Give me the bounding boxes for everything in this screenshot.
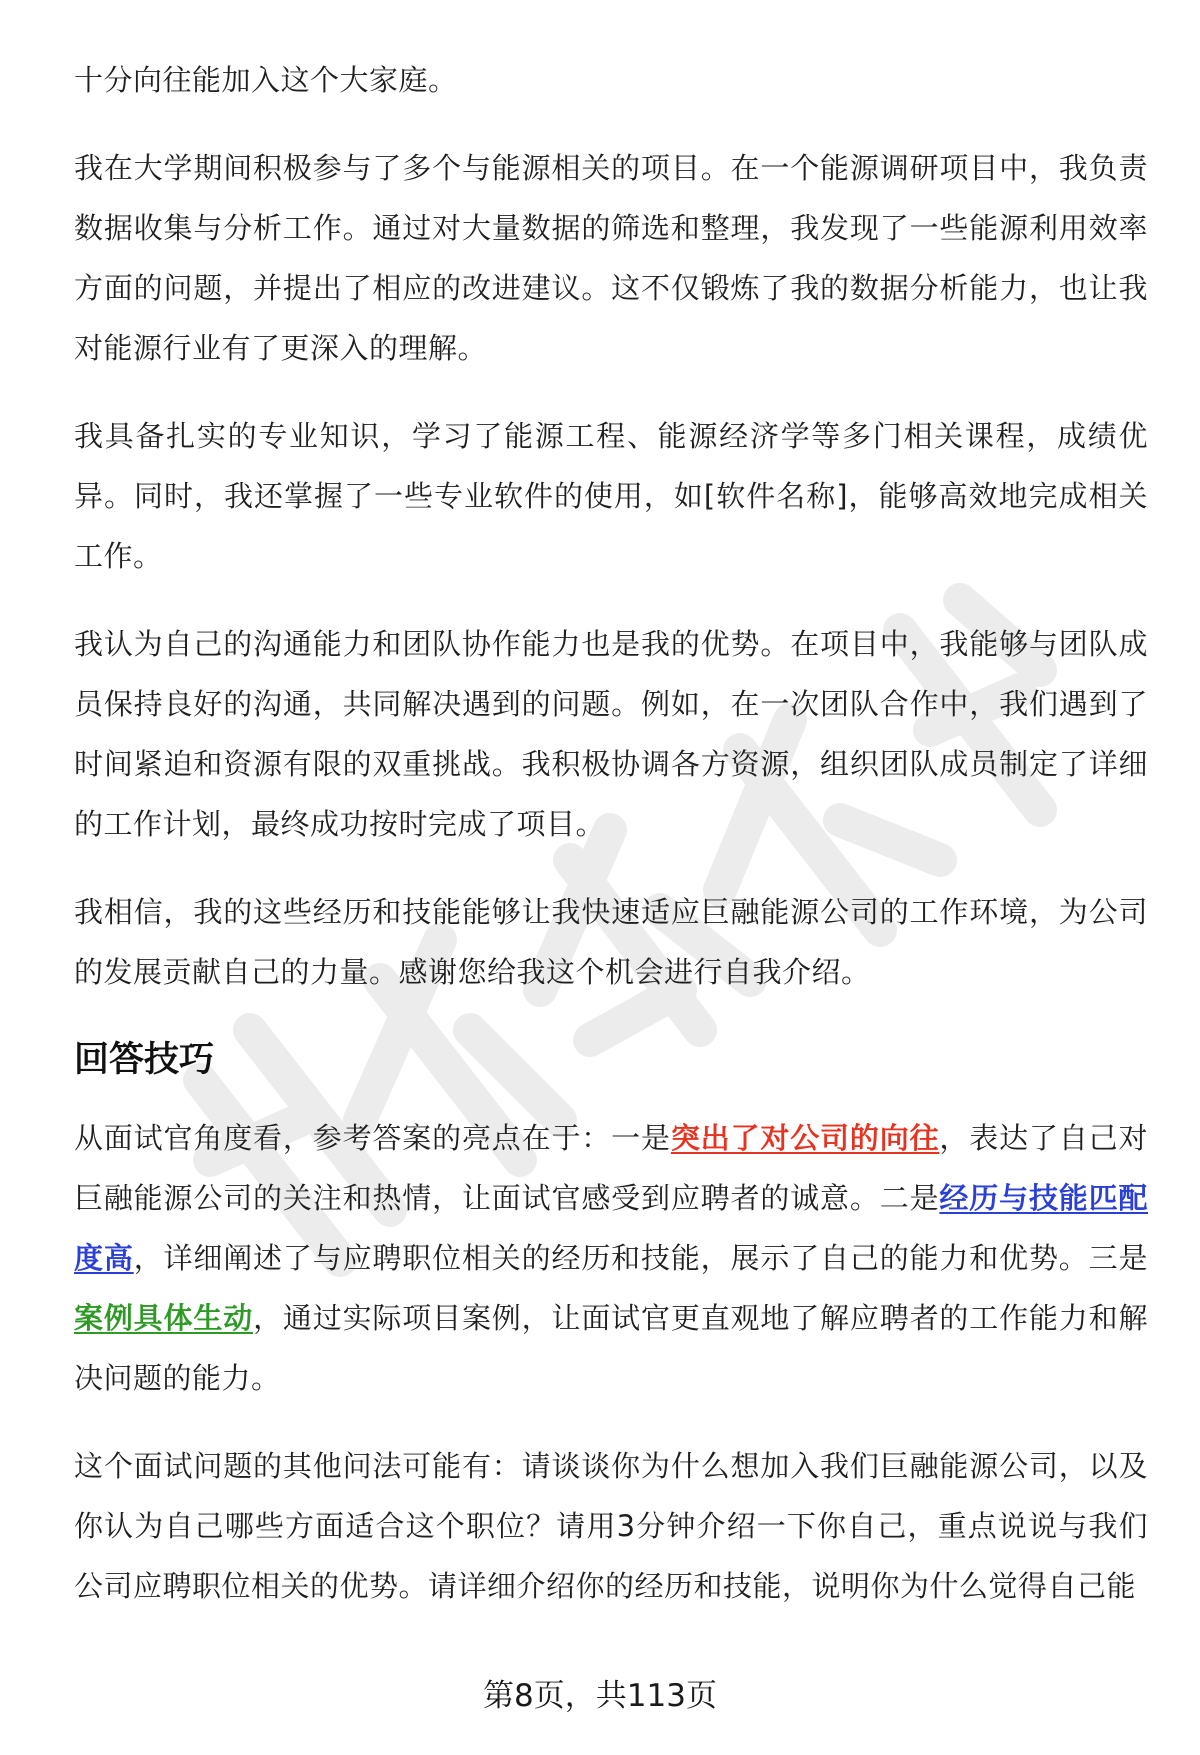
highlight-vivid-cases: 案例具体生动 (74, 1301, 254, 1335)
paragraph-project-experience: 我在大学期间积极参与了多个与能源相关的项目。在一个能源调研项目中，我负责数据收集与分析工作。通过对大量数据的筛选和整理，我发现了一些能源利用效率方面的问题，并提出了相应的改进建议。这不仅锻炼了我的数据分析能力，也让我对能源行业有了更深入的理解。 (74, 151, 1148, 365)
tips-text-part4: ，通过实际项目案例，让面试官更直观地了解应聘者的工作能力和解决问题的能力。 (74, 1301, 1148, 1395)
paragraph-answer-tips (74, 1108, 1148, 1408)
paragraph-intro-end: 十分向往能加入这个大家庭。 (74, 63, 458, 97)
tips-text-part2: ，表达了自己对巨融能源公司的关注和热情，让面试官感受到应聘者的诚意。二是 (74, 1121, 1148, 1215)
paragraph-professional-knowledge: 我具备扎实的专业知识，学习了能源工程、能源经济学等多门相关课程，成绩优异。同时，我还掌握了一些专业软件的使用，如[软件名称]，能够高效地完成相关工作。 (74, 419, 1148, 573)
paragraph-alternative-questions: 这个面试问题的其他问法可能有：请谈谈你为什么想加入我们巨融能源公司，以及你认为自己哪些方面适合这个职位？请用3分钟介绍一下你自己，重点说说与我们公司应聘职位相关的优势。请详细介绍你的经历和技能，说明你为什么觉得自己能 (74, 1449, 1148, 1603)
page-number-footer: 第8页，共113页 (483, 1678, 717, 1714)
tips-text-part1: 从面试官角度看，参考答案的亮点在于：一是 (74, 1121, 671, 1155)
tips-text-part3: ，详细阐述了与应聘职位相关的经历和技能，展示了自己的能力和优势。三是 (133, 1241, 1148, 1275)
paragraph-teamwork: 我认为自己的沟通能力和团队协作能力也是我的优势。在项目中，我能够与团队成员保持良好的沟通，共同解决遇到的问题。例如，在一次团队合作中，我们遇到了时间紧迫和资源有限的双重挑战。我积极协调各方资源，组织团队成员制定了详细的工作计划，最终成功按时完成了项目。 (74, 627, 1148, 841)
paragraph-conclusion: 我相信，我的这些经历和技能能够让我快速适应巨融能源公司的工作环境，为公司的发展贡献自己的力量。感谢您给我这个机会进行自我介绍。 (74, 895, 1148, 989)
highlight-skill-match: 经历与技能匹配度高 (74, 1181, 1148, 1275)
section-title: 回答技巧 (74, 1040, 215, 1080)
highlight-company-aspiration: 突出了对公司的向往 (670, 1121, 940, 1155)
document-content (74, 50, 1148, 1644)
